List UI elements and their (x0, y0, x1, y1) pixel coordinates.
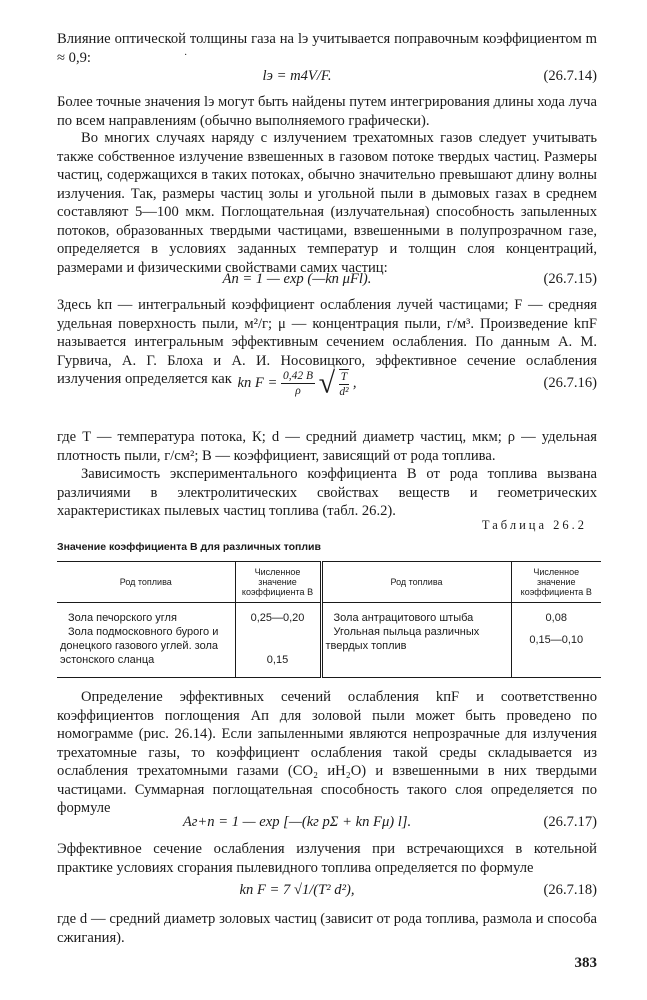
equation-26-7-18 (57, 880, 597, 900)
table-row (57, 603, 601, 678)
square-root-sign: √ (318, 366, 336, 400)
table-header-row (57, 562, 601, 603)
equation-expression: lэ = m4V/F. (262, 68, 332, 84)
coefficient-table (57, 561, 601, 678)
equation-number: (26.7.17) (543, 814, 597, 830)
fuel-list-left: Зола печорского угля Зола подмосковного бурого и донецкого газового углей. зола эстонского сланца (57, 603, 235, 678)
paragraph-dependence: Зависимость экспериментального коэффициента B от рода топлива вызвана различиями в электролитических свойствах веществ и геометрических характеристиках пылевых частиц топлива (табл. 26.2). (57, 466, 597, 519)
equation-lhs: kп F = (237, 375, 278, 391)
equation-number: (26.7.15) (543, 271, 597, 287)
equation-26-7-17 (57, 812, 597, 832)
paragraph-particle-radiation: Во многих случаях наряду с излучением трехатомных газов следует учитывать также собственное излучение взвешенных в газовом потоке твердых частиц. Размеры частиц, содержащихся в таких потоках, обычно значительно превышают длину волны излучения. Так, размеры частиц золы и угольной пыли в дымовых газах в среднем составляют 5—100 мкм. Поглощательная (излучательная) способность запыленных потоков, образованных твердыми частицами, взвешенными в полупрозрачном газе, определяется в условиях заданных температур и толщин слоя концентраций, размерами и физическими свойствами самих частиц: (57, 130, 597, 276)
equation-number: (26.7.18) (543, 882, 597, 898)
paragraph-precise-values: Более точные значения lэ могут быть найдены путем интегрирования длины хода луча по всем направлениям (обычно выполняемого графически). (57, 94, 597, 129)
header-fuel-type: Род топлива (321, 562, 511, 603)
equation-26-7-15 (57, 269, 597, 289)
paragraph-nomogram: Определение эффективных сечений ослабления kпF и соответственно коэффициентов поглощения Aп для золовой пыли может быть проведено по номограмме (рис. 26.14). Если запыленными являются непрозрачные для излучения трехатомные газы, то коэффициент ослабления такой среды складывается из ослабления трехатомными газами (CO₂ иH₂O) и взвешенными в них твердыми частицами. Суммарная поглощательная способность такого слоя определяется по формуле (57, 689, 597, 816)
equation-26-7-16: kп F = $\frac{0,42 B}{\rho}$ √ $\frac{T}{\text{d²}}$ , (26.7.16) (57, 363, 597, 403)
equation-expression: Aп = 1 — exp (—kп μFl). (222, 271, 372, 287)
radicand-fraction: $\frac{T}{\text{d²}}$ (339, 370, 349, 398)
equation-number: (26.7.14) (543, 68, 597, 84)
equation-number: (26.7.16) (543, 375, 597, 391)
paragraph-definitions: Здесь kп — интегральный коэффициент ослабления лучей частицами; F — средняя удельная поверхность пыли, м²/г; μ — концентрация пыли, г/м³. Произведение kпF называется интегральным эффективным сечением ослабления. По данным А. М. Гурвича, А. Г. Блоха и А. И. Носовицкого, эффективное сечение ослабления излучения определяется как (57, 297, 597, 387)
values-left: 0,25—0,20 0,15 (235, 603, 321, 678)
header-fuel-type: Род топлива (57, 562, 235, 603)
table-caption: Таблица 26.2 (481, 518, 587, 532)
fuel-list-right: Зола антрацитового штыба Угольная пыльца различных твердых топлив (321, 603, 511, 678)
paragraph-variables: где T — температура потока, К; d — средний диаметр частиц, мкм; ρ — удельная плотность пыли, г/см²; B — коэффициент, зависящий от рода топлива. (57, 429, 597, 464)
paragraph-diameter: где d — средний диаметр золовых частиц (зависит от рода топлива, размола и способа сжигания). (57, 911, 597, 946)
fraction: $\frac{0,42 B}{\rho}$ (282, 370, 314, 398)
equation-expression: Aг+п = 1 — exp [—(kг pΣ + kп Fμ) l]. (182, 814, 412, 830)
table-title: Значение коэффициента B для различных топлив (57, 541, 321, 553)
stray-dot: · (184, 50, 188, 61)
header-coefficient: Численное значение коэффициента B (235, 562, 321, 603)
equation-expression: kп F = 7 √1/(T² d²), (239, 882, 355, 898)
page-number: 383 (574, 955, 597, 971)
header-coefficient: Численное значение коэффициента B (511, 562, 601, 603)
equation-26-7-14 (57, 66, 597, 86)
values-right: 0,08 0,15—0,10 (511, 603, 601, 678)
paragraph-optical-thickness: Влияние оптической толщины газа на lэ учитывается поправочным коэффициентом m ≈ 0,9: (57, 31, 597, 66)
paragraph-effective-section: Эффективное сечение ослабления излучения при встречающихся в котельной практике условиях сгорания пылевидного топлива определяется по формуле (57, 841, 597, 876)
